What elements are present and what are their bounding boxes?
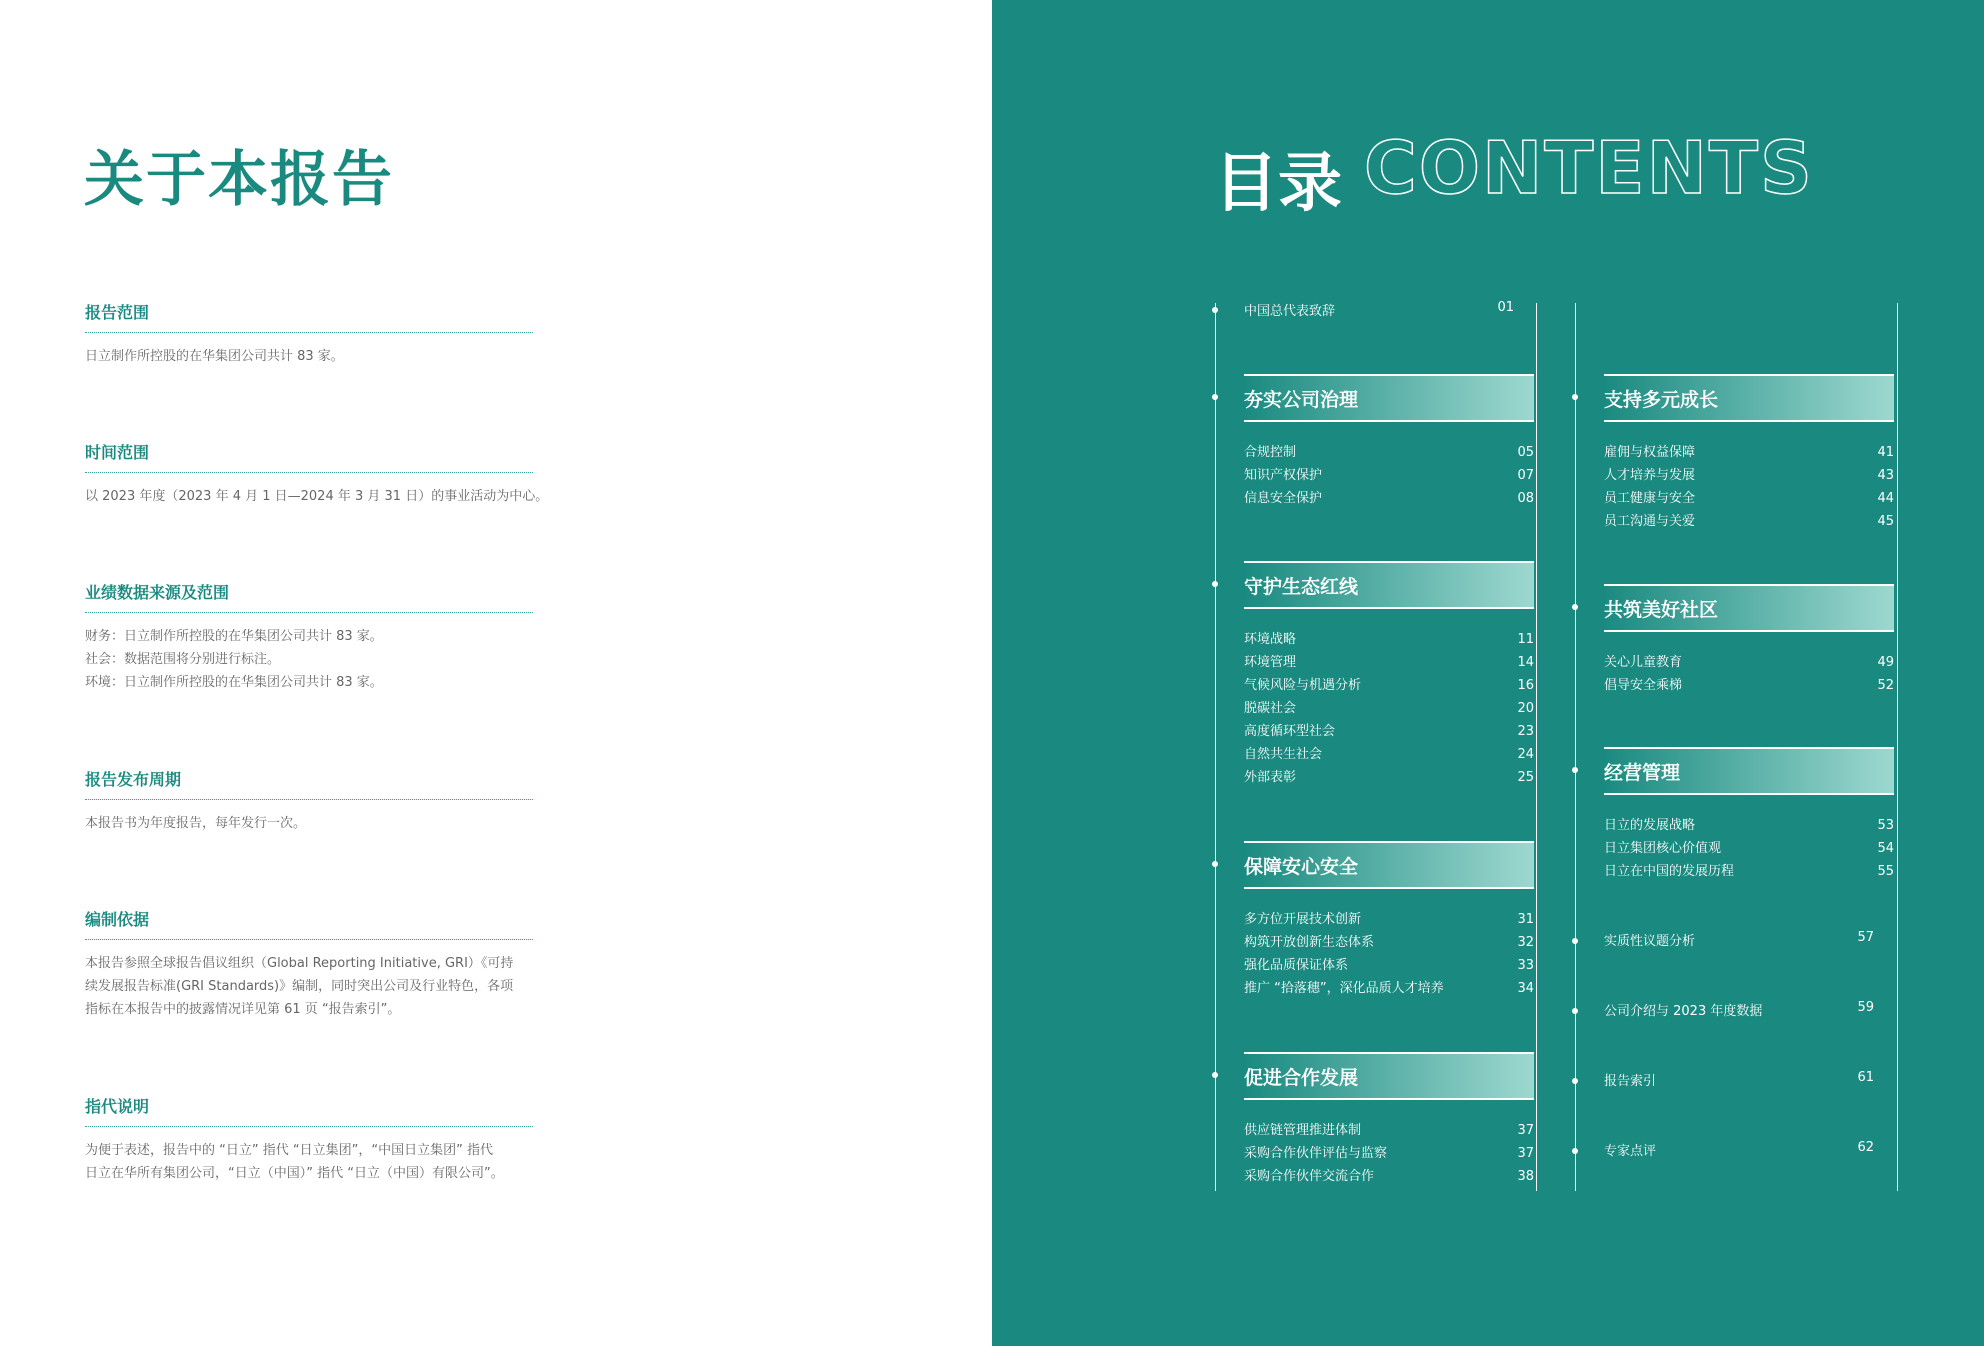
toc-entry-materiality[interactable]: [1604, 930, 1874, 949]
timeline-dot: [1212, 394, 1218, 400]
toc-entry-page: 34: [1517, 981, 1534, 996]
toc-entry[interactable]: [1244, 766, 1534, 789]
toc-entry-page: 14: [1517, 655, 1534, 670]
contents-title-cn: 目录: [1214, 147, 1342, 221]
toc-entry[interactable]: [1604, 837, 1894, 860]
toc-entry-page: 61: [1857, 1070, 1874, 1085]
timeline-dot: [1572, 1078, 1578, 1084]
toc-entry[interactable]: [1244, 743, 1534, 766]
toc-entry-label: 采购合作伙伴交流合作: [1244, 1169, 1375, 1184]
toc-entry[interactable]: [1604, 814, 1894, 837]
toc-entry[interactable]: [1244, 720, 1534, 743]
section-heading: 编制依据: [85, 910, 150, 929]
toc-category-cooperation: [1244, 1052, 1534, 1188]
toc-entry-label: 供应链管理推进体制: [1244, 1123, 1362, 1138]
category-title: 经营管理: [1604, 761, 1681, 784]
toc-entry-page: 11: [1517, 632, 1534, 647]
category-title: 保障安心安全: [1244, 855, 1359, 878]
section-body: 本报告参照全球报告倡议组织（Global Reporting Initiative, GRI）《可持 续发展报告标准(GRI Standards)》编制，同时突出公司及行业特色，各项 指标在本报告中的披露情况详见第 61 页 “报告索引”。: [85, 956, 514, 1017]
timeline-dot: [1572, 938, 1578, 944]
section-heading: 时间范围: [85, 443, 150, 462]
timeline-dot: [1212, 307, 1218, 313]
timeline-dot: [1212, 1072, 1218, 1078]
toc-entry-page: 16: [1517, 678, 1534, 693]
toc-entry-page: 01: [1497, 300, 1514, 315]
toc-entry-label: 高度循环型社会: [1244, 724, 1336, 739]
toc-entry-label: 倡导安全乘梯: [1604, 678, 1683, 693]
timeline-dot: [1572, 1008, 1578, 1014]
section-heading: 报告发布周期: [85, 770, 182, 789]
category-title: 守护生态红线: [1244, 575, 1359, 598]
toc-entry-page: 55: [1877, 864, 1894, 879]
toc-entry-page: 57: [1857, 930, 1874, 945]
section-body: 以 2023 年度（2023 年 4 月 1 日—2024 年 3 月 31 日）的事业活动为中心。: [85, 489, 549, 504]
toc-entry-label: 多方位开展技术创新: [1244, 912, 1362, 927]
toc-entry-page: 59: [1857, 1000, 1874, 1015]
toc-entry-page: 44: [1877, 491, 1894, 506]
toc-entry-label: 人才培养与发展: [1604, 468, 1696, 483]
toc-entry-company-data[interactable]: [1604, 1000, 1874, 1019]
category-title: 共筑美好社区: [1604, 598, 1719, 621]
toc-entry[interactable]: [1244, 697, 1534, 720]
toc-entry-page: 33: [1517, 958, 1534, 973]
toc-entry[interactable]: [1244, 1142, 1534, 1165]
category-title: 支持多元成长: [1604, 388, 1719, 411]
toc-entry-label: 采购合作伙伴评估与监察: [1244, 1146, 1388, 1161]
toc-entry-label: 合规控制: [1244, 445, 1297, 460]
toc-entry[interactable]: [1244, 487, 1534, 510]
toc-entry[interactable]: [1604, 464, 1894, 487]
section-body: 本报告书为年度报告，每年发行一次。: [85, 816, 307, 831]
toc-entry-label: 公司介绍与 2023 年度数据: [1604, 1004, 1763, 1019]
dotted-divider: [85, 612, 533, 613]
toc-entry-page: 24: [1517, 747, 1534, 762]
toc-entry-page: 32: [1517, 935, 1534, 950]
toc-entry[interactable]: [1244, 1119, 1534, 1142]
category-banner: [1604, 747, 1894, 795]
toc-category-governance: [1244, 374, 1534, 510]
section-time-scope: [85, 442, 549, 508]
section-body: 日立制作所控股的在华集团公司共计 83 家。: [85, 349, 344, 364]
dotted-divider: [85, 472, 533, 473]
category-banner: [1244, 374, 1534, 422]
toc-entry-label: 环境战略: [1244, 632, 1297, 647]
toc-entry-page: 23: [1517, 724, 1534, 739]
toc-entry[interactable]: [1244, 908, 1534, 931]
category-title: 促进合作发展: [1244, 1066, 1359, 1089]
toc-entry[interactable]: [1604, 510, 1894, 533]
section-body: 财务：日立制作所控股的在华集团公司共计 83 家。 社会：数据范围将分别进行标注。 环境：日立制作所控股的在华集团公司共计 83 家。: [85, 629, 383, 690]
section-publish-cycle: [85, 769, 533, 835]
toc-entry[interactable]: [1244, 628, 1534, 651]
toc-entry-label: 脱碳社会: [1244, 701, 1297, 716]
toc-entry-label: 雇佣与权益保障: [1604, 445, 1696, 460]
toc-category-growth: [1604, 374, 1894, 533]
toc-category-ecology: [1244, 561, 1534, 789]
toc-entry-label: 外部表彰: [1244, 770, 1297, 785]
toc-entry-label: 日立集团核心价值观: [1604, 841, 1722, 856]
dotted-divider: [85, 1126, 533, 1127]
toc-entry[interactable]: [1244, 441, 1534, 464]
toc-entry[interactable]: [1244, 931, 1534, 954]
category-banner: [1244, 1052, 1534, 1100]
toc-entry[interactable]: [1244, 1165, 1534, 1188]
toc-entry-label: 关心儿童教育: [1604, 655, 1683, 670]
toc-entry-page: 25: [1517, 770, 1534, 785]
dotted-divider: [85, 799, 533, 800]
toc-entry-page: 20: [1517, 701, 1534, 716]
section-report-scope: [85, 302, 533, 368]
category-banner: [1244, 561, 1534, 609]
toc-entry-label: 自然共生社会: [1244, 747, 1323, 762]
timeline-dot: [1572, 394, 1578, 400]
toc-entry-label: 员工沟通与关爱: [1604, 514, 1696, 529]
toc-entry[interactable]: [1244, 954, 1534, 977]
timeline-dot: [1572, 767, 1578, 773]
toc-entry-page: 07: [1517, 468, 1534, 483]
category-title: 夯实公司治理: [1244, 388, 1359, 411]
toc-entry-page: 41: [1877, 445, 1894, 460]
toc-entry[interactable]: [1604, 674, 1894, 697]
toc-entry-expert-review[interactable]: [1604, 1140, 1874, 1159]
toc-category-management: [1604, 747, 1894, 883]
timeline-dot: [1212, 861, 1218, 867]
toc-entry-page: 08: [1517, 491, 1534, 506]
timeline-line-col2-left: [1575, 303, 1576, 1191]
section-data-source: [85, 582, 533, 694]
toc-entry-label: 实质性议题分析: [1604, 934, 1696, 949]
category-banner: [1604, 584, 1894, 632]
timeline-dot: [1212, 581, 1218, 587]
toc-category-safety: [1244, 841, 1534, 1000]
section-heading: 指代说明: [85, 1097, 150, 1116]
toc-entry-label: 日立在中国的发展历程: [1604, 864, 1735, 879]
toc-entry[interactable]: [1244, 674, 1534, 697]
timeline-dot: [1572, 604, 1578, 610]
toc-entry-label: 信息安全保护: [1244, 491, 1323, 506]
toc-entry-page: 37: [1517, 1123, 1534, 1138]
toc-entry-label: 强化品质保证体系: [1244, 958, 1349, 973]
toc-entry-label: 环境管理: [1244, 655, 1297, 670]
toc-category-community: [1604, 584, 1894, 697]
section-body: 为便于表述，报告中的 “日立” 指代 “日立集团”，“中国日立集团” 指代 日立在华所有集团公司，“日立（中国）” 指代 “日立（中国）有限公司”。: [85, 1143, 504, 1181]
toc-entry-page: 62: [1857, 1140, 1874, 1155]
toc-entry-page: 54: [1877, 841, 1894, 856]
section-heading: 报告范围: [85, 303, 150, 322]
toc-entry-label: 知识产权保护: [1244, 468, 1323, 483]
toc-entry-label: 构筑开放创新生态体系: [1244, 935, 1375, 950]
toc-entry-page: 53: [1877, 818, 1894, 833]
toc-entry[interactable]: [1244, 464, 1534, 487]
section-basis: [85, 909, 533, 1021]
category-banner: [1244, 841, 1534, 889]
toc-entry-page: 43: [1877, 468, 1894, 483]
toc-entry[interactable]: [1244, 977, 1534, 1000]
toc-entry-page: 31: [1517, 912, 1534, 927]
toc-entry-label: 气候风险与机遇分析: [1244, 678, 1362, 693]
toc-entry-report-index[interactable]: [1604, 1070, 1874, 1089]
section-terms: [85, 1096, 533, 1185]
toc-entry-page: 38: [1517, 1169, 1534, 1184]
toc-entry-page: 52: [1877, 678, 1894, 693]
toc-entry-label: 专家点评: [1604, 1144, 1657, 1159]
contents-title-en: CONTENTS: [1364, 126, 1814, 210]
dotted-divider: [85, 332, 533, 333]
toc-entry-label: 中国总代表致辞: [1244, 304, 1336, 319]
toc-entry-page: 45: [1877, 514, 1894, 529]
timeline-line-col2-right: [1897, 303, 1898, 1191]
toc-entry-label: 报告索引: [1604, 1074, 1657, 1089]
timeline-line-col1-left: [1215, 303, 1216, 1191]
toc-entry[interactable]: [1604, 441, 1894, 464]
toc-entry-chairman-message[interactable]: [1244, 300, 1514, 319]
timeline-line-col1-right: [1536, 303, 1537, 1191]
timeline-dot: [1572, 1148, 1578, 1154]
toc-entry-label: 日立的发展战略: [1604, 818, 1696, 833]
toc-entry[interactable]: [1604, 860, 1894, 883]
toc-entry[interactable]: [1604, 651, 1894, 674]
toc-entry-page: 05: [1517, 445, 1534, 460]
dotted-divider: [85, 939, 533, 940]
section-heading: 业绩数据来源及范围: [85, 583, 230, 602]
toc-entry-label: 推广 “拾落穗”，深化品质人才培养: [1244, 981, 1444, 996]
toc-entry[interactable]: [1244, 651, 1534, 674]
toc-entry-label: 员工健康与安全: [1604, 491, 1696, 506]
category-banner: [1604, 374, 1894, 422]
toc-entry[interactable]: [1604, 487, 1894, 510]
page-title: 关于本报告: [84, 145, 394, 215]
toc-entry-page: 37: [1517, 1146, 1534, 1161]
toc-entry-page: 49: [1877, 655, 1894, 670]
